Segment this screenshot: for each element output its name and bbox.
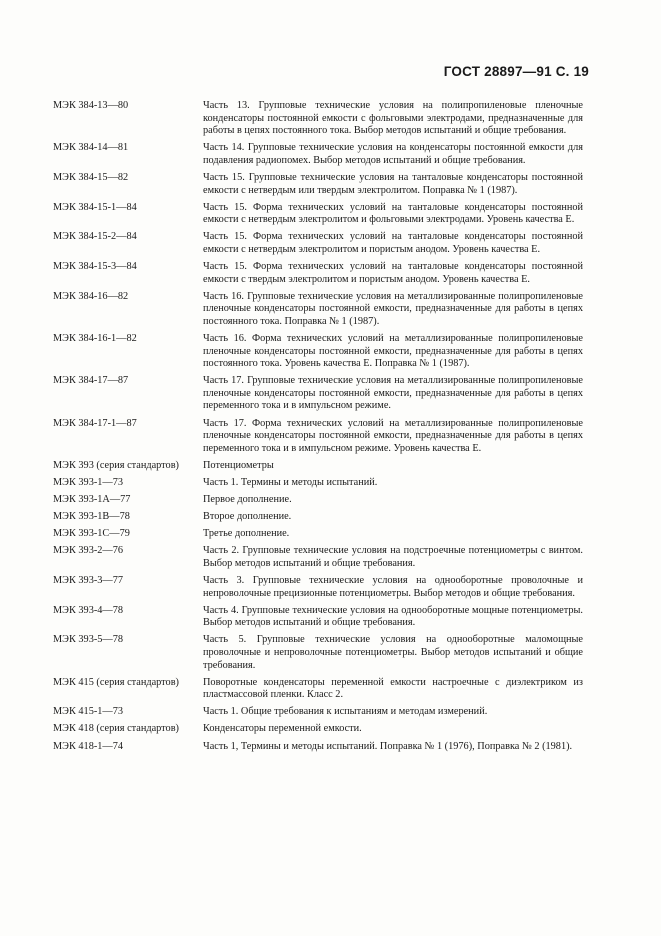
list-item	[53, 677, 583, 702]
list-item	[53, 100, 583, 138]
standard-title: Первое дополнение.	[203, 494, 292, 506]
standard-title: Конденсаторы переменной емкости.	[203, 723, 362, 735]
standard-code: МЭК 384-15-1—84	[53, 201, 137, 213]
standard-title: Часть 1. Общие требования к испытаниям и методам измерений.	[203, 706, 488, 718]
list-item	[53, 460, 583, 473]
standard-code: МЭК 418-1—74	[53, 740, 124, 752]
standard-code: МЭК 393-1А—77	[53, 494, 131, 506]
list-item	[53, 291, 583, 329]
list-item	[53, 494, 583, 507]
standard-code: МЭК 418 (серия стандартов)	[53, 723, 179, 735]
list-item	[53, 528, 583, 541]
standard-title: Часть 1, Термины и методы испытаний. Поправка № 1 (1976), Поправка № 2 (1981).	[203, 740, 573, 752]
standards-list	[53, 100, 583, 758]
list-item	[53, 172, 583, 197]
standard-code: МЭК 393-4—78	[53, 604, 124, 616]
list-item	[53, 333, 583, 371]
list-item	[53, 511, 583, 524]
standard-title: Третье дополнение.	[203, 528, 290, 540]
standard-code: МЭК 384-17—87	[53, 375, 129, 387]
standard-code: МЭК 384-16-1—82	[53, 333, 137, 344]
standard-code: МЭК 384-15-2—84	[53, 231, 137, 243]
list-item	[53, 575, 583, 600]
list-item	[53, 375, 583, 413]
list-item	[53, 142, 583, 167]
standard-title: Поворотные конденсаторы переменной емкости настроечные с диэлектриком из пластмассовой пленки. Класс 2.	[203, 676, 583, 701]
standard-code: МЭК 393-3—77	[53, 575, 124, 586]
standard-code: МЭК 393-2—76	[53, 545, 124, 557]
standard-code: МЭК 384-14—81	[53, 142, 129, 154]
standard-title: Часть 15. Групповые технические условия на танталовые конденсаторы постоянной емкости с нетвердым или твердым электролитом. Поправка № 1 (1987).	[203, 171, 583, 196]
list-item	[53, 418, 583, 456]
standard-title: Часть 14. Групповые технические условия на конденсаторы постоянной емкости для подавления радиопомех. Выбор методов испытаний и общие требования.	[203, 142, 583, 166]
list-item	[53, 723, 583, 736]
standard-title: Второе дополнение.	[203, 511, 292, 523]
standard-title: Часть 1. Термины и методы испытаний.	[203, 476, 378, 488]
standard-title: Часть 15. Форма технических условий на танталовые конденсаторы постоянной емкости с нетвердым электролитом и фольговыми электродами. Уровень качества Е.	[203, 201, 583, 226]
standard-title: Часть 4. Групповые технические условия на однооборотные мощные потенциометры. Выбор методов испытаний и общие требования.	[203, 604, 583, 629]
standard-title: Часть 2. Групповые технические условия на подстроечные потенциометры с винтом. Выбор методов испытаний и общие требования.	[203, 545, 583, 569]
standard-code: МЭК 393-1—73	[53, 476, 124, 488]
standard-code: МЭК 384-15-3—84	[53, 261, 137, 273]
standard-code: МЭК 415 (серия стандартов)	[53, 676, 179, 688]
standard-code: МЭК 384-17-1—87	[53, 417, 137, 429]
standard-title: Часть 15. Форма технических условий на танталовые конденсаторы постоянной емкости с твердым электролитом и пористым анодом. Уровень качества Е.	[203, 261, 583, 285]
standard-code: МЭК 415-1—73	[53, 706, 124, 718]
standard-code: МЭК 393-1В—78	[53, 511, 130, 523]
list-item	[53, 477, 583, 490]
standard-code: МЭК 393-1С—79	[53, 528, 130, 540]
standard-code: МЭК 393 (серия стандартов)	[53, 459, 179, 471]
standard-title: Часть 13. Групповые технические условия на полипропиленовые пленочные конденсаторы постоянной емкости с фольговыми электродами, предназначенные для работы в цепях постоянного тока. Выбор методов испытаний и общие требования.	[203, 100, 583, 137]
standard-code: МЭК 384-15—82	[53, 171, 129, 183]
standard-title: Часть 17. Групповые технические условия на металлизированные полипропиленовые пленочные конденсаторы постоянной емкости, предназначенные для работы в цепях переменного тока и в импульсном режиме.	[203, 375, 583, 412]
standard-code: МЭК 384-16—82	[53, 290, 129, 302]
standard-title: Потенциометры	[203, 459, 274, 471]
standard-title: Часть 17. Форма технических условий на металлизированные полипропиленовые пленочные конденсаторы постоянной емкости, предназначенные для работы в цепях переменного тока и в импульсном режиме. Уровень качества Е.	[203, 417, 583, 454]
standard-code: МЭК 393-5—78	[53, 634, 124, 646]
standard-title: Часть 3. Групповые технические условия на однооборотные проволочные и непроволочные прецизионные потенциометры. Выбор методов и общие требования.	[203, 575, 583, 599]
list-item	[53, 202, 583, 227]
standard-title: Часть 16. Групповые технические условия на металлизированные полипропиленовые пленочные конденсаторы постоянной емкости, предназначенные для работы в цепях постоянного тока. Поправка № 1 (1987).	[203, 290, 583, 327]
standard-title: Часть 16. Форма технических условий на металлизированные полипропиленовые пленочные конденсаторы постоянной емкости, предназначенные для работы в цепях постоянного тока. Уровень качества Е. Поправка № 1 (1987).	[203, 333, 583, 370]
list-item	[53, 706, 583, 719]
list-item	[53, 231, 583, 256]
list-item	[53, 605, 583, 630]
list-item	[53, 261, 583, 286]
list-item	[53, 634, 583, 672]
standard-code: МЭК 384-13—80	[53, 100, 129, 111]
page-header: ГОСТ 28897—91 С. 19	[443, 64, 589, 79]
standard-title: Часть 5. Групповые технические условия на однооборотные маломощные проволочные и непроволочные потенциометры. Выбор методов испытаний и общие требования.	[203, 634, 583, 671]
list-item	[53, 545, 583, 570]
list-item	[53, 741, 583, 754]
standard-title: Часть 15. Форма технических условий на танталовые конденсаторы постоянной емкости с нетвердым электролитом и пористым анодом. Уровень качества Е.	[203, 231, 583, 255]
